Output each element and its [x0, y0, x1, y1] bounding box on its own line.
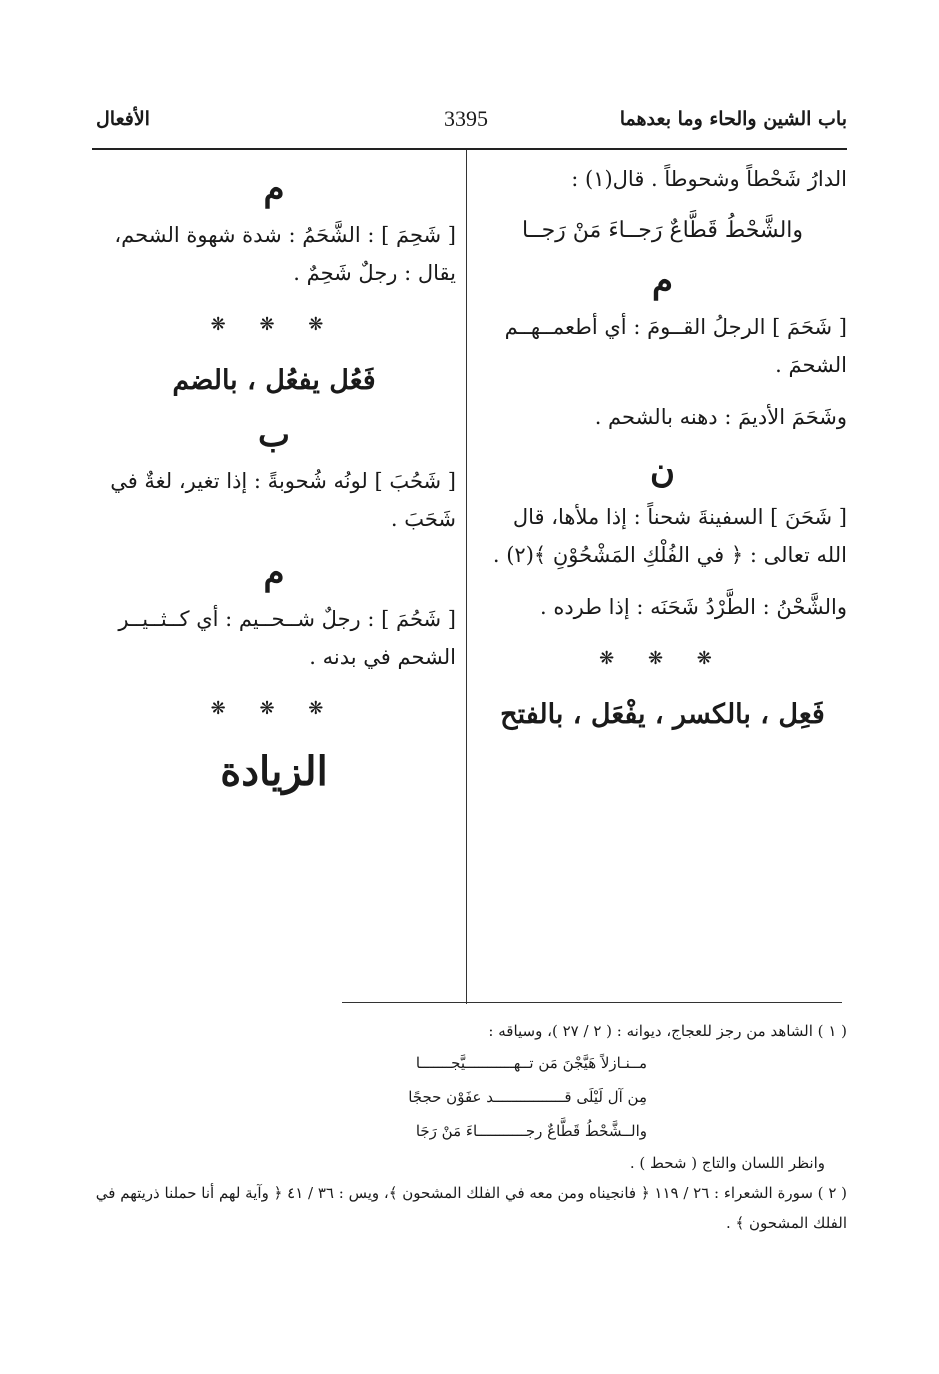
- left-column: [92, 160, 456, 816]
- separator-stars: ❋ ❋ ❋: [210, 314, 338, 335]
- verse-line: والشَّحْطُ قَطَّاعٌ رَجــاءَ مَنْ رَجــا: [521, 218, 804, 243]
- footnote-1: ( ١ ) الشاهد من رجز للعجاج، ديوانه : ( ٢ / ٢٧ )، وسياقه :: [488, 1022, 847, 1040]
- entry-shahan: [ شَحَنَ ] السفينةَ شحناً : إذا ملأها، قال الله تعالى : ﴿ في الفُلْكِ المَشْحُوْنِ ﴾(٢) .: [492, 505, 847, 567]
- letter-heading-nun: ن: [650, 451, 675, 491]
- header-rule: [92, 148, 847, 150]
- page-header: [92, 100, 847, 150]
- footnotes: [92, 1016, 847, 1238]
- verse-line: والــشَّحْطُ قَطَّاعٌ رجـــــــــــاءَ مَنْ رَجَا: [415, 1122, 647, 1140]
- letter-heading-mim: م: [263, 169, 285, 209]
- letter-heading-mim: م: [651, 261, 674, 301]
- footnote-1-end: وانظر اللسان والتاج ( شحط ) .: [629, 1154, 825, 1172]
- entry-shaham: [ شَحَمَ ] الرجلُ القــومَ : أي أطعمــهــم الشحمَ .: [504, 315, 847, 377]
- section-heading: فَعُل يفعُل ، بالضم: [172, 365, 376, 396]
- section-title: الأفعال: [96, 108, 150, 130]
- letter-heading-mim: م: [263, 553, 285, 593]
- column-divider: [466, 150, 467, 1004]
- verse-line: مِن آل لَيْلَى قــــــــــــــــد عفَوْن حججًا: [408, 1088, 647, 1106]
- chapter-title: باب الشين والحاء وما بعدهما: [619, 108, 847, 130]
- separator-stars: ❋ ❋ ❋: [210, 698, 338, 719]
- big-section-heading: الزيادة: [220, 748, 328, 795]
- footnote-verse: [267, 1046, 647, 1148]
- verse-line: مــنـازلاً هَيَّجْنَ مَن تــهـــــــــــيَّجـــــــا: [415, 1054, 647, 1072]
- text-line: الدارُ شَحْطاً وشحوطاً . قال(١) :: [571, 167, 847, 191]
- page-number: 3395: [444, 106, 488, 131]
- entry-shaham-adim: وشَحَمَ الأديمَ : دهنه بالشحم .: [594, 405, 847, 429]
- right-column: [478, 160, 847, 748]
- entry-shahub: [ شَحُبَ ] لونُه شُحوبةً : إذا تغير، لغةٌ في شَحَبَ .: [110, 469, 456, 531]
- letter-heading-ba: ب: [257, 415, 290, 455]
- separator-stars: ❋ ❋ ❋: [599, 648, 726, 669]
- entry-shahum: [ شَحُمَ ] : رجلٌ شــحــيم : أي كــثــيــر الشحم في بدنه .: [118, 607, 456, 669]
- footnote-rule: [342, 1002, 842, 1003]
- entry-shahim: [ شَحِمَ ] : الشَّحَمُ : شدة شهوة الشحم، يقال : رجلٌ شَحِمٌ .: [114, 223, 456, 285]
- footnote-2: ( ٢ ) سورة الشعراء : ٢٦ / ١١٩ ﴿ فانجيناه ومن معه في الفلك المشحون ﴾، ويس : ٣٦ / ٤١ ﴿ وآية لهم أنا حملنا ذريتهم في الفلك المشحون ﴾ .: [95, 1184, 847, 1232]
- entry-shahn: والشَّحْنُ : الطَّرْدُ شَحَنَه : إذا طرده .: [539, 595, 847, 619]
- section-heading: فَعِل ، بالكسر ، يفْعَل ، بالفتح: [500, 699, 825, 730]
